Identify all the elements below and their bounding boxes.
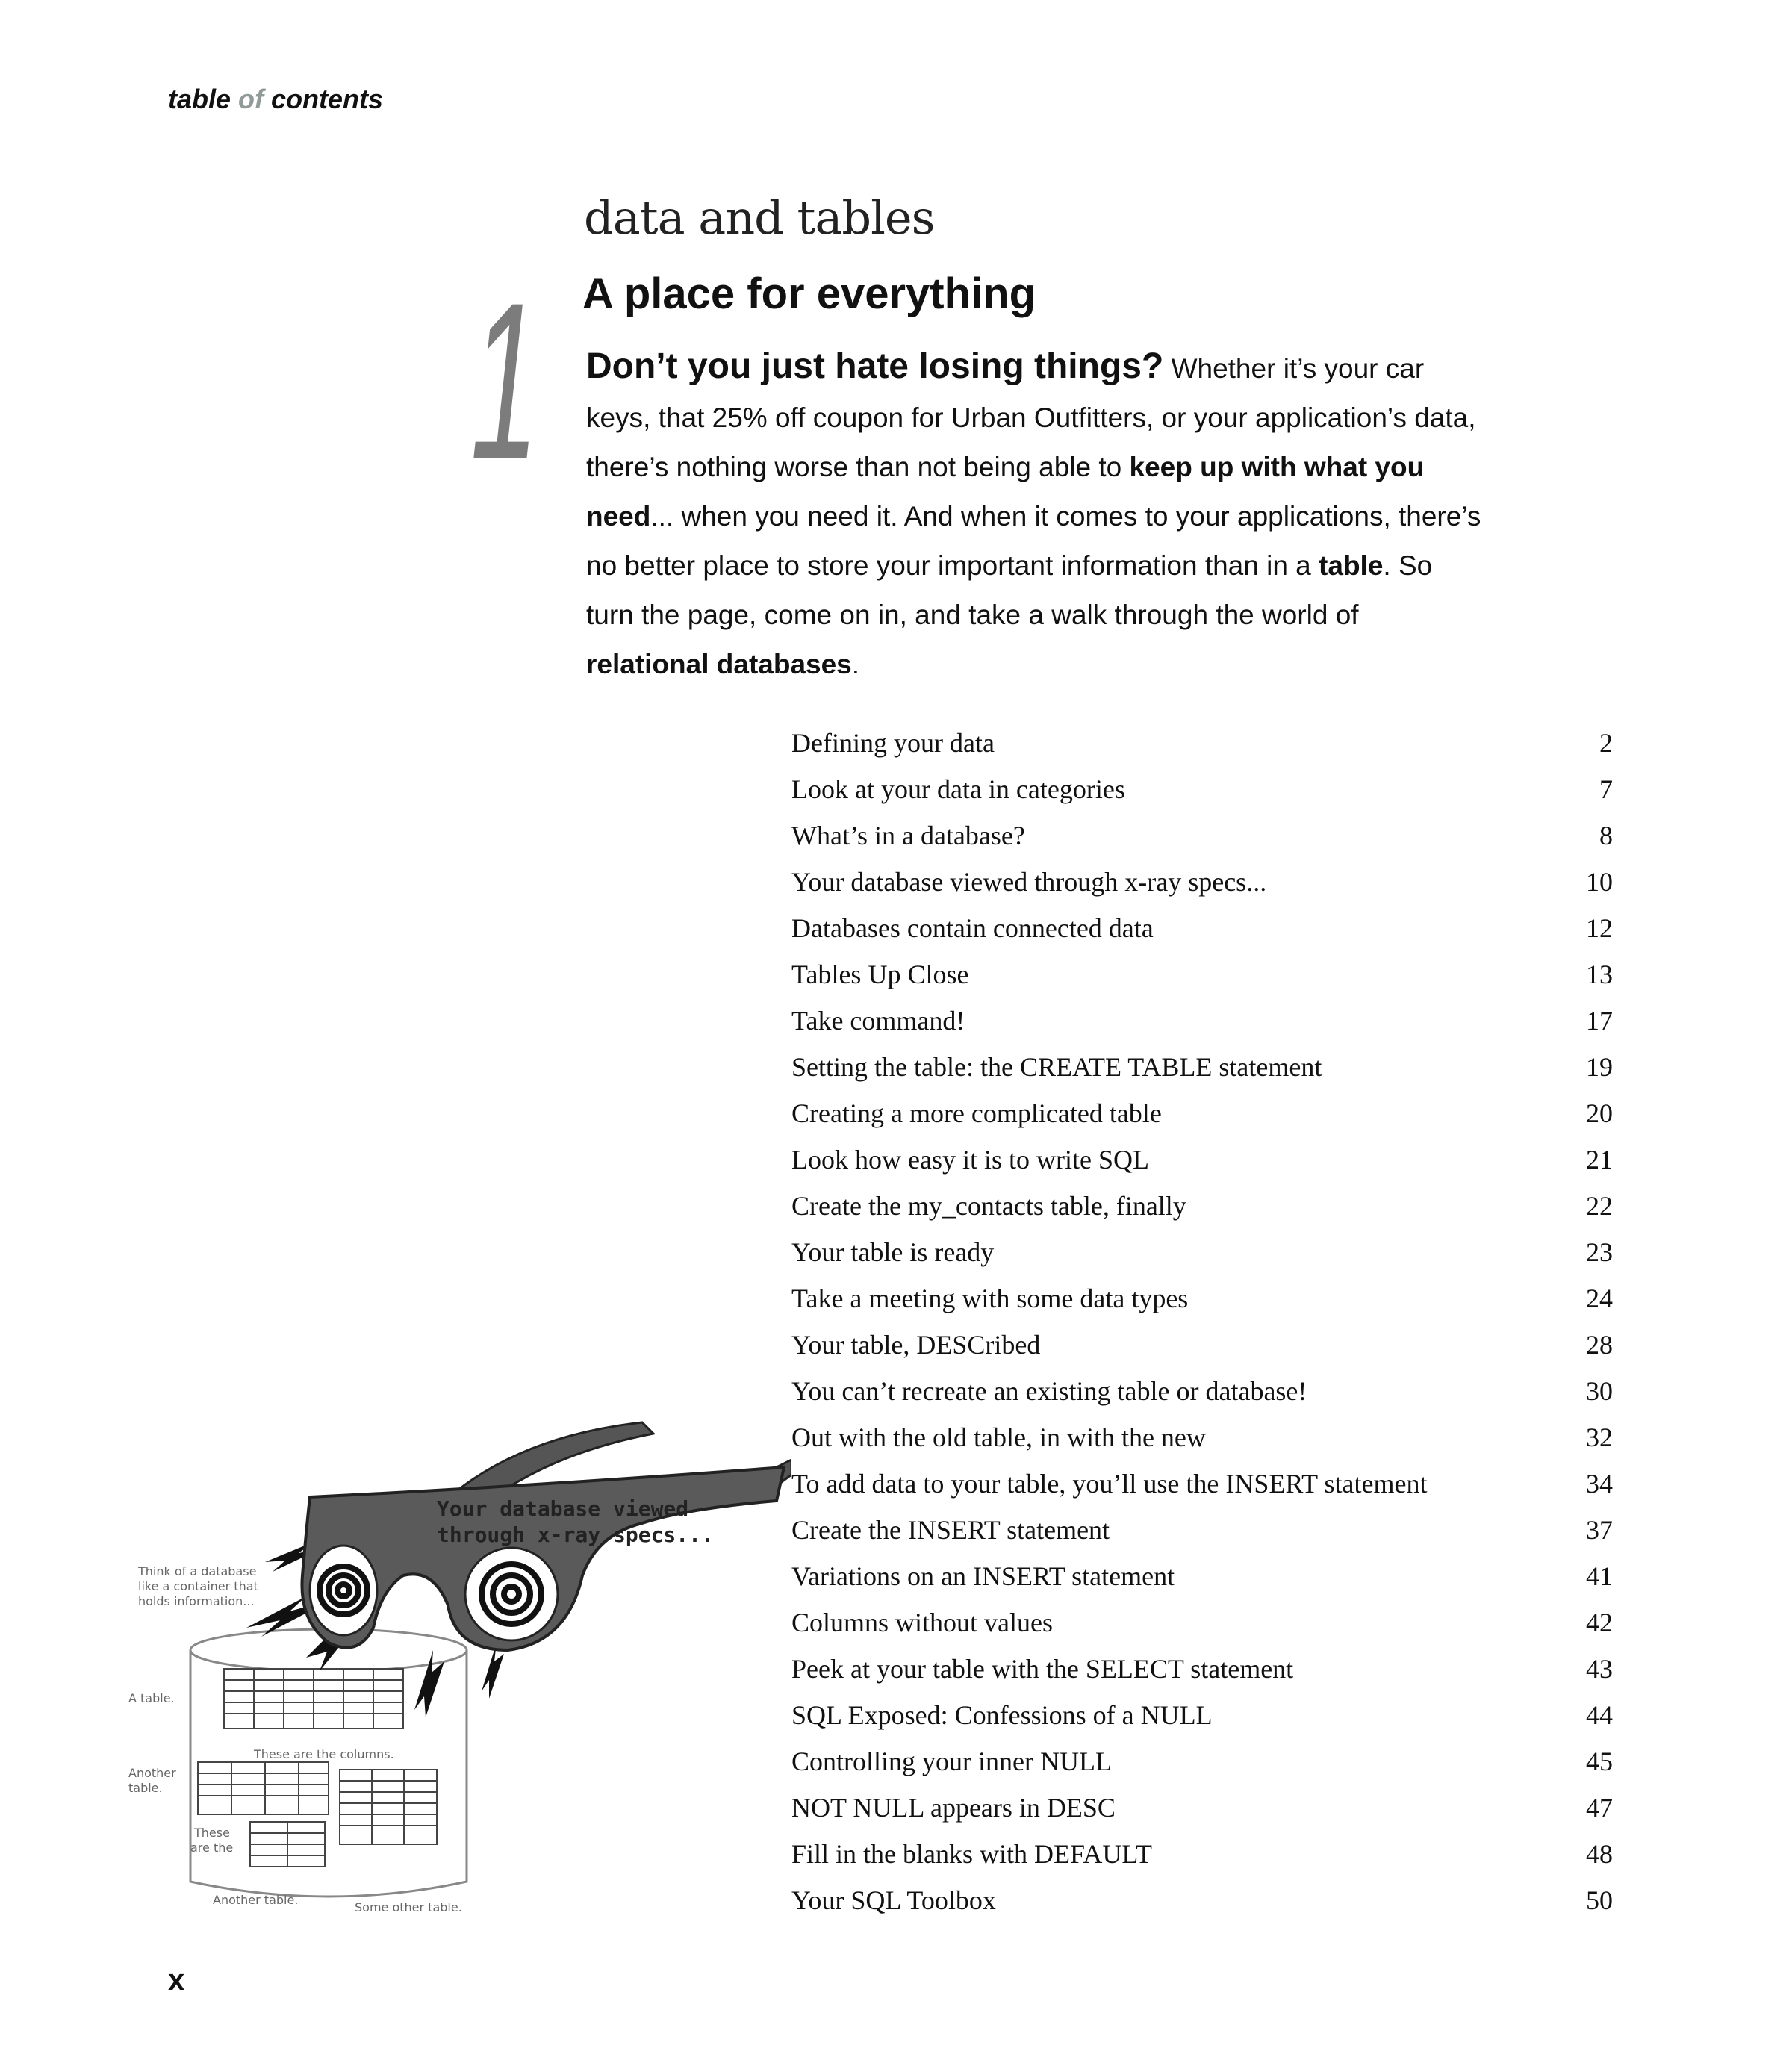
toc-entry-page: 23 — [1586, 1237, 1613, 1267]
note-line2: like a container that — [138, 1579, 258, 1593]
database-table-another — [198, 1762, 329, 1814]
database-table-main — [224, 1669, 403, 1729]
toc-entry-title: Create the INSERT statement — [791, 1515, 1110, 1545]
toc-entry-title: Controlling your inner NULL — [791, 1746, 1112, 1776]
label-a-table: A table. — [128, 1691, 175, 1705]
toc-entry[interactable] — [791, 1877, 1613, 1923]
page-number: x — [168, 1964, 185, 1997]
toc-entry-title: You can’t recreate an existing table or database! — [791, 1376, 1307, 1406]
toc-entry[interactable] — [791, 720, 1613, 766]
toc-entry[interactable] — [791, 1090, 1613, 1136]
toc-entry[interactable] — [791, 1553, 1613, 1599]
chapter-subtitle: A place for everything — [582, 270, 1036, 318]
toc-entry[interactable] — [791, 812, 1613, 859]
toc-entry-page: 37 — [1586, 1515, 1613, 1545]
toc-entry-page: 44 — [1586, 1700, 1613, 1730]
toc-entry[interactable] — [791, 1322, 1613, 1368]
note-line3: holds information... — [138, 1594, 255, 1608]
toc-entry-title: Setting the table: the CREATE TABLE statement — [791, 1052, 1322, 1082]
label-columns: These are the columns. — [254, 1747, 394, 1761]
toc-entry-page: 17 — [1586, 1006, 1613, 1036]
toc-entry-page: 30 — [1586, 1376, 1613, 1406]
toc-entry-title: To add data to your table, you’ll use the INSERT statement — [791, 1469, 1428, 1499]
toc-entry-title: Your table is ready — [791, 1237, 995, 1267]
toc-entry-page: 45 — [1586, 1746, 1613, 1776]
toc-entry-title: NOT NULL appears in DESC — [791, 1793, 1116, 1823]
toc-entry[interactable] — [791, 1646, 1613, 1692]
intro-text-1: Whether it’s your car keys, that 25% off coupon for Urban Outfitters, or your application’s data, there’s nothing worse than not being able to — [586, 353, 1476, 482]
toc-entry-page: 48 — [1586, 1839, 1613, 1869]
toc-entry[interactable] — [791, 766, 1613, 812]
toc-entry-title: Tables Up Close — [791, 959, 969, 989]
toc-entry-title: Create the my_contacts table, finally — [791, 1191, 1186, 1221]
database-table-other — [340, 1770, 437, 1844]
intro-text-4: . — [851, 649, 860, 679]
toc-entry-title: Variations on an INSERT statement — [791, 1561, 1175, 1591]
toc-entry-page: 13 — [1586, 959, 1613, 989]
lightning-bolt-icon — [414, 1650, 444, 1717]
toc-entry[interactable] — [791, 905, 1613, 951]
intro-bold-1: keep up with what you need — [586, 452, 1425, 532]
chapter-intro — [586, 342, 1482, 689]
toc-entry[interactable] — [791, 998, 1613, 1044]
chapter-name: data and tables — [584, 190, 935, 245]
toc-entry[interactable] — [791, 1044, 1613, 1090]
toc-entry-title: Creating a more complicated table — [791, 1098, 1162, 1128]
toc-entry-page: 2 — [1599, 728, 1613, 758]
toc-entry[interactable] — [791, 1599, 1613, 1646]
toc-entry-title: Your SQL Toolbox — [791, 1885, 996, 1915]
toc-entry-page: 19 — [1586, 1052, 1613, 1082]
toc-entry-title: Look how easy it is to write SQL — [791, 1145, 1149, 1175]
label-rows-2: are the — [190, 1841, 234, 1855]
header-contents: contents — [271, 84, 384, 114]
toc-list — [791, 720, 1613, 1923]
intro-text-2: ... when you need it. And when it comes to your applications, there’s no better place to store your important information than in a — [586, 501, 1481, 581]
label-rows-1: These — [194, 1826, 230, 1840]
label-another-table-1: Another — [128, 1766, 176, 1780]
toc-entry-title: SQL Exposed: Confessions of a NULL — [791, 1700, 1213, 1730]
toc-entry-page: 50 — [1586, 1885, 1613, 1915]
intro-bold-3: relational databases — [586, 649, 852, 679]
illustration-caption-line1: Your database viewed — [437, 1496, 689, 1521]
toc-entry-page: 41 — [1586, 1561, 1613, 1591]
toc-entry-page: 12 — [1586, 913, 1613, 943]
intro-lead: Don’t you just hate losing things? — [586, 346, 1164, 386]
intro-text-3: . So turn the page, come on in, and take a walk through the world of — [586, 550, 1433, 630]
toc-entry-page: 20 — [1586, 1098, 1613, 1128]
toc-entry-title: Your database viewed through x-ray specs... — [791, 867, 1267, 897]
toc-entry-page: 10 — [1586, 867, 1613, 897]
toc-entry-title: Columns without values — [791, 1608, 1053, 1637]
running-header — [168, 84, 383, 115]
toc-entry-title: Fill in the blanks with DEFAULT — [791, 1839, 1153, 1869]
label-another-table-bottom: Another table. — [213, 1893, 299, 1907]
toc-entry[interactable] — [791, 1229, 1613, 1275]
toc-entry[interactable] — [791, 1692, 1613, 1738]
label-some-other-table: Some other table. — [355, 1900, 462, 1914]
toc-entry-page: 22 — [1586, 1191, 1613, 1221]
toc-entry-page: 28 — [1586, 1330, 1613, 1360]
toc-entry-page: 32 — [1586, 1422, 1613, 1452]
toc-entry-title: Look at your data in categories — [791, 774, 1125, 804]
toc-entry[interactable] — [791, 1368, 1613, 1414]
toc-entry-title: Take a meeting with some data types — [791, 1284, 1189, 1313]
toc-entry-page: 8 — [1599, 821, 1613, 850]
illustration-caption-line2: through x-ray specs... — [437, 1522, 714, 1547]
toc-entry[interactable] — [791, 1738, 1613, 1785]
chapter-number: 1 — [470, 255, 535, 506]
toc-entry[interactable] — [791, 1275, 1613, 1322]
toc-entry-title: What’s in a database? — [791, 821, 1025, 850]
xray-specs-illustration — [119, 1404, 791, 1926]
toc-entry-page: 24 — [1586, 1284, 1613, 1313]
toc-entry-page: 7 — [1599, 774, 1613, 804]
toc-entry-title: Out with the old table, in with the new — [791, 1422, 1206, 1452]
toc-entry[interactable] — [791, 1183, 1613, 1229]
toc-entry[interactable] — [791, 1414, 1613, 1460]
toc-entry-page: 43 — [1586, 1654, 1613, 1684]
toc-entry-page: 42 — [1586, 1608, 1613, 1637]
toc-entry-title: Databases contain connected data — [791, 913, 1154, 943]
toc-entry-page: 34 — [1586, 1469, 1613, 1499]
toc-entry-page: 47 — [1586, 1793, 1613, 1823]
toc-entry[interactable] — [791, 1831, 1613, 1877]
toc-entry-title: Your table, DESCribed — [791, 1330, 1041, 1360]
toc-entry[interactable] — [791, 1785, 1613, 1831]
label-another-table-2: table. — [128, 1781, 163, 1795]
header-table: table — [168, 84, 231, 114]
toc-entry[interactable] — [791, 951, 1613, 998]
toc-entry[interactable] — [791, 1136, 1613, 1183]
intro-bold-2: table — [1319, 550, 1384, 581]
toc-entry-title: Peek at your table with the SELECT statement — [791, 1654, 1294, 1684]
note-line1: Think of a database — [138, 1564, 257, 1578]
toc-entry[interactable] — [791, 1507, 1613, 1553]
toc-entry-title: Take command! — [791, 1006, 965, 1036]
toc-entry-title: Defining your data — [791, 728, 995, 758]
toc-entry-page: 21 — [1586, 1145, 1613, 1175]
toc-entry[interactable] — [791, 859, 1613, 905]
database-table-small — [250, 1822, 325, 1867]
toc-entry[interactable] — [791, 1460, 1613, 1507]
header-of: of — [238, 84, 264, 114]
